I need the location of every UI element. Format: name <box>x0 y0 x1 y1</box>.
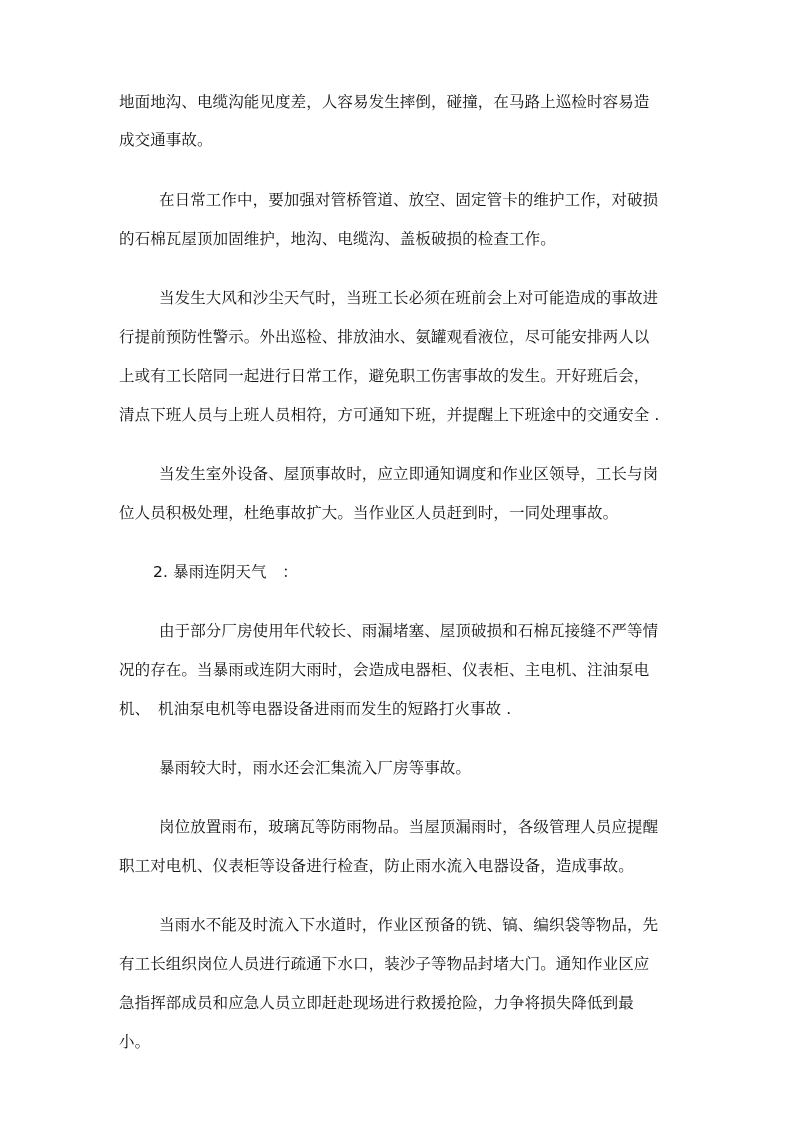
section-heading: 2. 暴雨连阴天气 ： <box>153 563 298 581</box>
paragraph-start-line: 在日常工作中，要加强对管桥管道、放空、固定管卡的维护工作，对破损 <box>159 191 659 209</box>
text-line: 况的存在。当暴雨或连阴大雨时，会造成电器柜、仪表柜、主电机、注油泵电 <box>119 661 650 679</box>
text-line: 的石棉瓦屋顶加固维护，地沟、电缆沟、盖板破损的检查工作。 <box>119 230 556 248</box>
text-line: 有工长组织岗位人员进行疏通下水口，装沙子等物品封堵大门。通知作业区应 <box>119 955 650 973</box>
paragraph-start-line: 当发生大风和沙尘天气时，当班工长必须在班前会上对可能造成的事故进 <box>159 289 659 307</box>
paragraph-start-line: 当雨水不能及时流入下水道时，作业区预备的铣、镐、编织袋等物品，先 <box>159 916 659 934</box>
paragraph-start-line: 暴雨较大时，雨水还会汇集流入厂房等事故。 <box>159 759 472 777</box>
text-line: 成交通事故。 <box>119 131 213 149</box>
text-line: 位人员积极处理，杜绝事故扩大。当作业区人员赶到时，一同处理事故。 <box>119 504 619 522</box>
text-line: 职工对电机、仪表柜等设备进行检查，防止雨水流入电器设备，造成事故。 <box>119 857 634 875</box>
text-line: 上或有工长陪同一起进行日常工作，避免职工伤害事故的发生。开好班后会， <box>119 367 650 385</box>
text-line: 机、 机油泵电机等电器设备进雨而发生的短路打火事故 . <box>119 700 512 718</box>
text-line: 地面地沟、电缆沟能见度差，人容易发生摔倒，碰撞，在马路上巡检时容易造 <box>119 93 650 111</box>
text-line: 行提前预防性警示。外出巡检、排放油水、氨罐观看液位，尽可能安排两人以 <box>119 328 650 346</box>
text-line: 小。 <box>119 1033 151 1051</box>
text-line: 清点下班人员与上班人员相符，方可通知下班，并提醒上下班途中的交通安全 . <box>119 406 660 424</box>
paragraph-start-line: 岗位放置雨布，玻璃瓦等防雨物品。当屋顶漏雨时，各级管理人员应提醒 <box>159 818 659 836</box>
text-line: 急指挥部成员和应急人员立即赶赴现场进行救援抢险，力争将损失降低到最 <box>119 994 634 1012</box>
paragraph-start-line: 当发生室外设备、屋顶事故时，应立即通知调度和作业区领导，工长与岗 <box>159 465 659 483</box>
paragraph-start-line: 由于部分厂房使用年代较长、雨漏堵塞、屋顶破损和石棉瓦接缝不严等情 <box>159 622 659 640</box>
